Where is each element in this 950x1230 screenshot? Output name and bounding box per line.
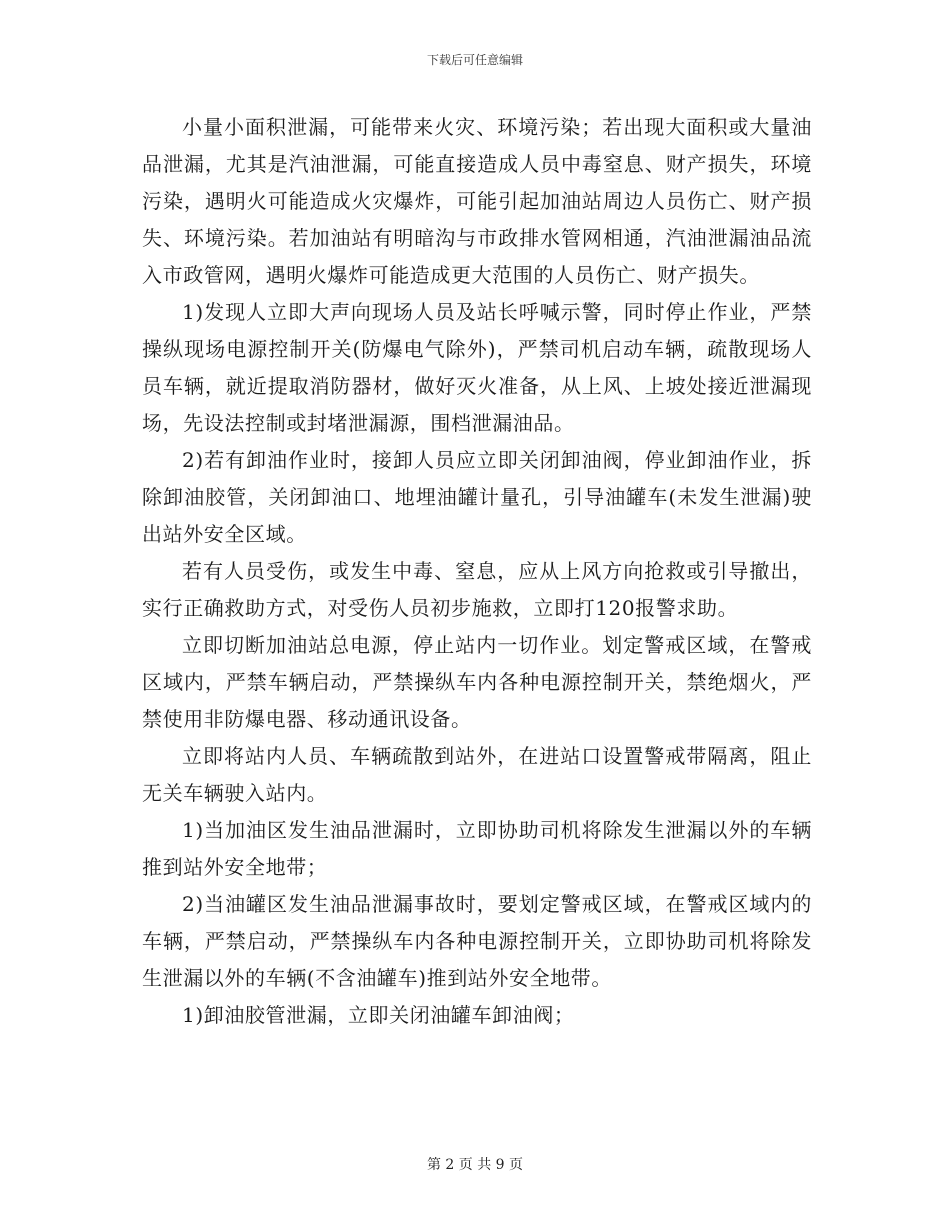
paragraph-1: 小量小面积泄漏，可能带来火灾、环境污染；若出现大面积或大量油品泄漏，尤其是汽油泄漏，可能直接造成人员中毒窒息、财产损失，环境污染，遇明火可能造成火灾爆炸，可能引起加油站周边人员伤亡、财产损失、环境污染。若加油站有明暗沟与市政排水管网相通，汽油泄漏油品流入市政管网，遇明火爆炸可能造成更大范围的人员伤亡、财产损失。: [142, 115, 812, 287]
paragraph-8: 2)当油罐区发生油品泄漏事故时，要划定警戒区域，在警戒区域内的车辆，严禁启动，严禁操纵车内各种电源控制开关，立即协助司机将除发生泄漏以外的车辆(不含油罐车)推到站外安全地带。: [142, 892, 812, 990]
paragraph-4: 若有人员受伤，或发生中毒、窒息，应从上风方向抢救或引导撤出，实行正确救助方式，对受伤人员初步施救，立即打120报警求助。: [142, 559, 812, 620]
paragraph-5: 立即切断加油站总电源，停止站内一切作业。划定警戒区域，在警戒区域内，严禁车辆启动，严禁操纵车内各种电源控制开关，禁绝烟火，严禁使用非防爆电器、移动通讯设备。: [142, 633, 812, 731]
paragraph-3: 2)若有卸油作业时，接卸人员应立即关闭卸油阀，停业卸油作业，拆除卸油胶管，关闭卸油口、地埋油罐计量孔，引导油罐车(未发生泄漏)驶出站外安全区域。: [142, 448, 812, 546]
page-header: 下载后可任意编辑: [426, 53, 523, 67]
paragraph-2: 1)发现人立即大声向现场人员及站长呼喊示警，同时停止作业，严禁操纵现场电源控制开关(防爆电气除外)，严禁司机启动车辆，疏散现场人员车辆，就近提取消防器材，做好灭火准备，从上风、上坡处接近泄漏现场，先设法控制或封堵泄漏源，围档泄漏油品。: [142, 300, 812, 435]
document-body: [142, 109, 812, 1034]
paragraph-7: 1)当加油区发生油品泄漏时，立即协助司机将除发生泄漏以外的车辆推到站外安全地带；: [142, 818, 812, 879]
paragraph-9: 1)卸油胶管泄漏，立即关闭油罐车卸油阀；: [182, 1003, 575, 1027]
page-footer: 第 2 页 共 9 页: [426, 1157, 524, 1173]
paragraph-6: 立即将站内人员、车辆疏散到站外，在进站口设置警戒带隔离，阻止无关车辆驶入站内。: [142, 744, 812, 805]
